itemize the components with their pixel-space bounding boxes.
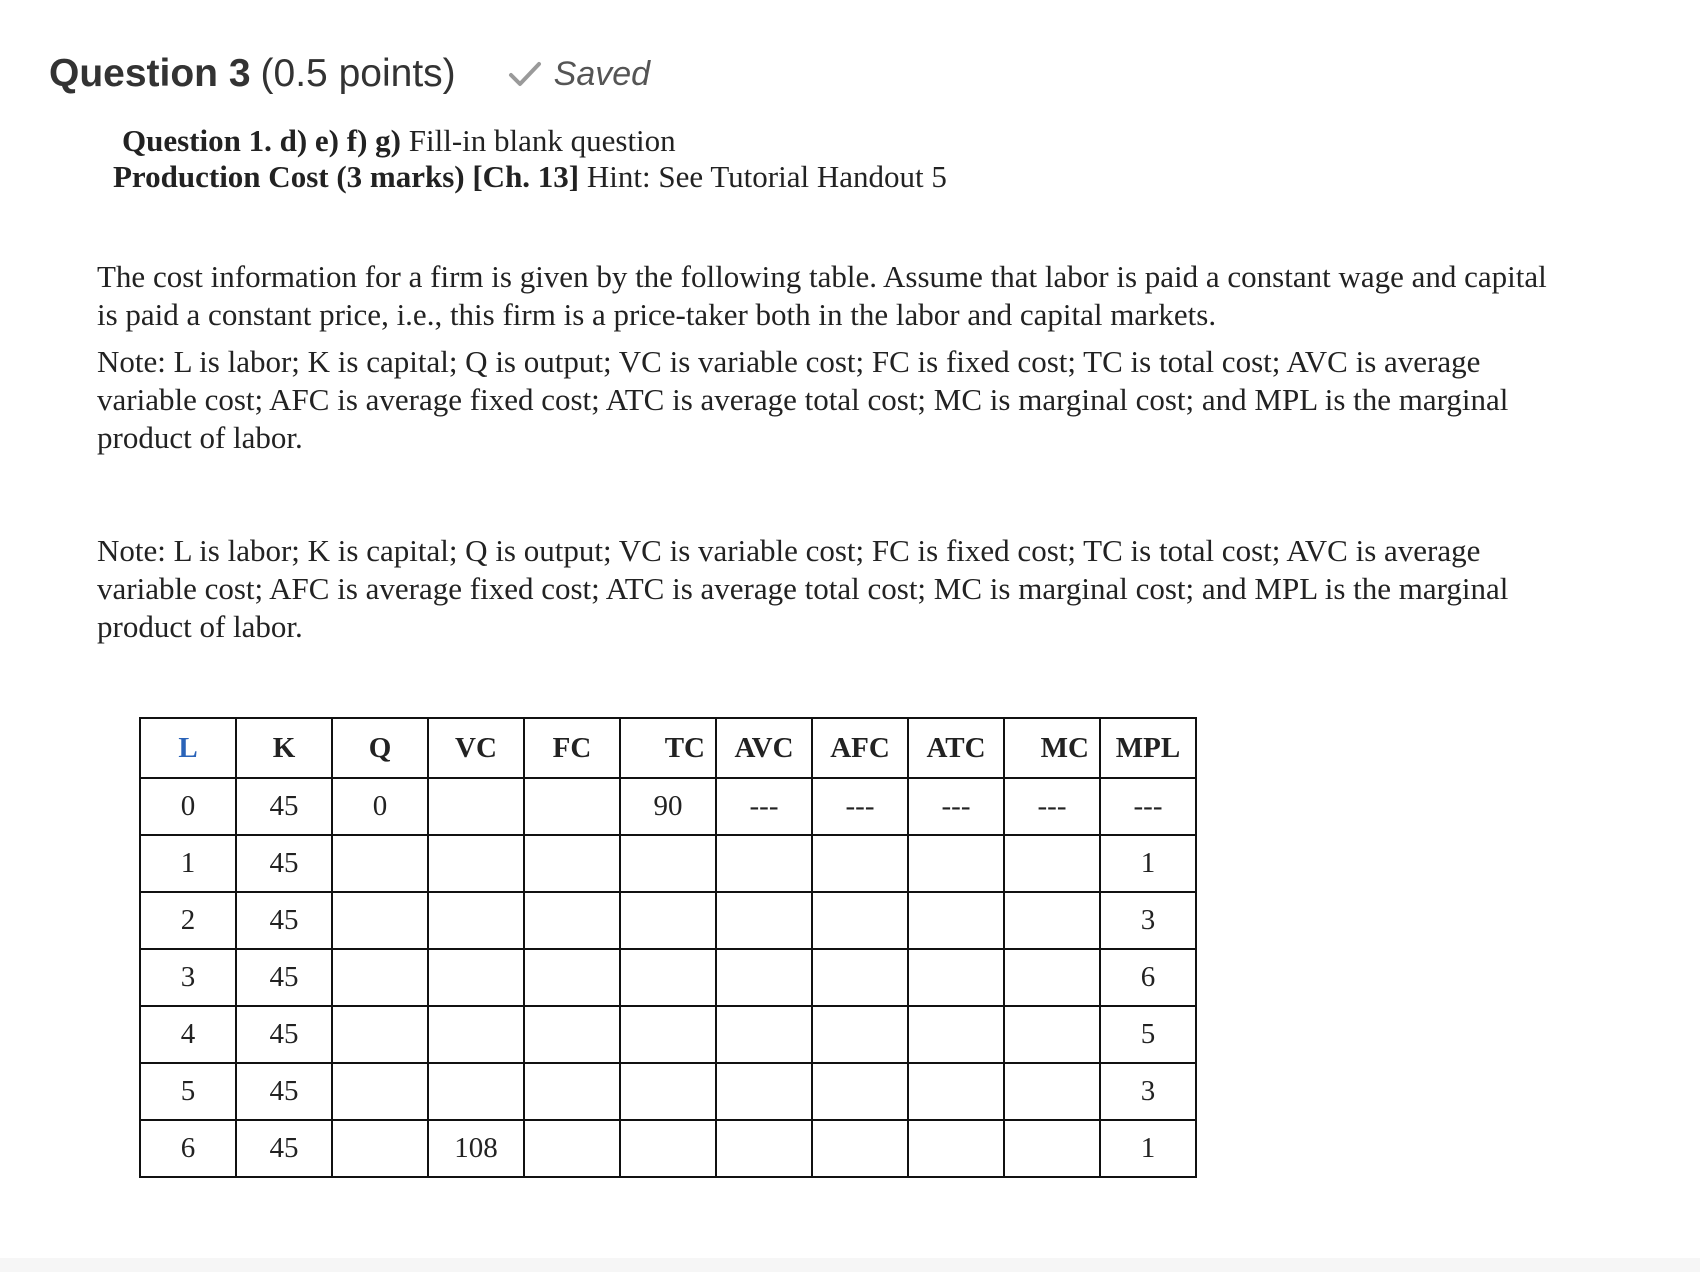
cell-mpl-row-6: 1	[1100, 1120, 1196, 1177]
cell-l-row-3: 3	[140, 949, 236, 1006]
cell-vc-row-0	[428, 778, 524, 835]
cell-afc-row-5	[812, 1063, 908, 1120]
cell-q-row-2	[332, 892, 428, 949]
cell-l-row-1: 1	[140, 835, 236, 892]
cell-mpl-row-2: 3	[1100, 892, 1196, 949]
cell-q-row-1	[332, 835, 428, 892]
cell-fc-row-4	[524, 1006, 620, 1063]
subtitle-line2-bold: Production Cost (3 marks) [Ch. 13]	[113, 159, 580, 194]
cell-mc-row-2	[1004, 892, 1100, 949]
cell-l-row-4: 4	[140, 1006, 236, 1063]
cell-q-row-3	[332, 949, 428, 1006]
cell-mc-row-5	[1004, 1063, 1100, 1120]
cell-mpl-row-1: 1	[1100, 835, 1196, 892]
cell-mc-row-3	[1004, 949, 1100, 1006]
checkmark-icon	[508, 59, 542, 89]
table-row	[140, 1063, 1196, 1120]
cell-avc-row-3	[716, 949, 812, 1006]
table-row	[140, 1120, 1196, 1177]
cell-afc-row-3	[812, 949, 908, 1006]
cell-fc-row-5	[524, 1063, 620, 1120]
cell-atc-row-4	[908, 1006, 1004, 1063]
cell-mc-row-0: ---	[1004, 778, 1100, 835]
cell-k-row-0: 45	[236, 778, 332, 835]
cell-k-row-3: 45	[236, 949, 332, 1006]
cell-fc-row-2	[524, 892, 620, 949]
header-MC: MC	[1004, 718, 1100, 778]
header-MPL: MPL	[1100, 718, 1196, 778]
cell-mc-row-6	[1004, 1120, 1100, 1177]
cell-tc-row-3	[620, 949, 716, 1006]
cell-vc-row-1	[428, 835, 524, 892]
question-title: Question 3	[49, 52, 251, 95]
cell-l-row-2: 2	[140, 892, 236, 949]
intro-paragraph: The cost information for a firm is given by the following table. Assume that labor is paid a constant wage and capital is paid a constant price, i.e., this firm is a price-taker both in the labor and capital markets.	[97, 259, 1547, 332]
cell-q-row-4	[332, 1006, 428, 1063]
subtitle-line2-rest: Hint: See Tutorial Handout 5	[586, 159, 947, 194]
cell-tc-row-6	[620, 1120, 716, 1177]
note-paragraph-2: Note: L is labor; K is capital; Q is output; VC is variable cost; FC is fixed cost; TC is total cost; AVC is average variable cost; AFC is average fixed cost; ATC is average total cost; MC is marginal cost; and MPL is the marginal product of labor.	[97, 533, 1509, 644]
header-FC: FC	[524, 718, 620, 778]
cell-tc-row-1	[620, 835, 716, 892]
cell-fc-row-1	[524, 835, 620, 892]
table-row	[140, 892, 1196, 949]
cell-atc-row-6	[908, 1120, 1004, 1177]
cell-q-row-0: 0	[332, 778, 428, 835]
cell-k-row-6: 45	[236, 1120, 332, 1177]
cell-fc-row-3	[524, 949, 620, 1006]
table-header-row	[140, 718, 1196, 778]
cell-avc-row-6	[716, 1120, 812, 1177]
cell-mpl-row-0: ---	[1100, 778, 1196, 835]
page-bottom-band	[0, 1258, 1700, 1272]
header-VC: VC	[428, 718, 524, 778]
cell-l-row-5: 5	[140, 1063, 236, 1120]
cell-k-row-4: 45	[236, 1006, 332, 1063]
cell-mc-row-4	[1004, 1006, 1100, 1063]
cell-k-row-2: 45	[236, 892, 332, 949]
cell-afc-row-6	[812, 1120, 908, 1177]
cell-avc-row-4	[716, 1006, 812, 1063]
question-header	[49, 46, 650, 102]
cell-avc-row-0: ---	[716, 778, 812, 835]
cell-vc-row-2	[428, 892, 524, 949]
cell-tc-row-2	[620, 892, 716, 949]
cell-mpl-row-3: 6	[1100, 949, 1196, 1006]
cell-vc-row-3	[428, 949, 524, 1006]
saved-label: Saved	[553, 54, 651, 93]
cell-fc-row-6	[524, 1120, 620, 1177]
cell-afc-row-1	[812, 835, 908, 892]
cell-avc-row-5	[716, 1063, 812, 1120]
cell-tc-row-0: 90	[620, 778, 716, 835]
cost-table	[139, 717, 1197, 1178]
cell-vc-row-4	[428, 1006, 524, 1063]
subtitle-line1-rest: Fill-in blank question	[408, 123, 676, 158]
cell-afc-row-2	[812, 892, 908, 949]
cell-atc-row-5	[908, 1063, 1004, 1120]
header-K: K	[236, 718, 332, 778]
cell-k-row-5: 45	[236, 1063, 332, 1120]
cell-avc-row-1	[716, 835, 812, 892]
cell-atc-row-2	[908, 892, 1004, 949]
cell-afc-row-4	[812, 1006, 908, 1063]
cell-tc-row-5	[620, 1063, 716, 1120]
table-row	[140, 949, 1196, 1006]
cell-k-row-1: 45	[236, 835, 332, 892]
cell-atc-row-3	[908, 949, 1004, 1006]
cell-vc-row-6: 108	[428, 1120, 524, 1177]
cell-l-row-0: 0	[140, 778, 236, 835]
header-AVC: AVC	[716, 718, 812, 778]
cell-mc-row-1	[1004, 835, 1100, 892]
cell-afc-row-0: ---	[812, 778, 908, 835]
cell-q-row-5	[332, 1063, 428, 1120]
header-L: L	[140, 718, 236, 778]
cell-fc-row-0	[524, 778, 620, 835]
subtitle-line1-bold: Question 1. d) e) f) g)	[122, 123, 401, 158]
question-subtitle-line1	[122, 123, 676, 159]
cell-l-row-6: 6	[140, 1120, 236, 1177]
question-points: (0.5 points)	[260, 52, 456, 95]
cell-tc-row-4	[620, 1006, 716, 1063]
table-row	[140, 1006, 1196, 1063]
cell-mpl-row-5: 3	[1100, 1063, 1196, 1120]
cell-atc-row-0: ---	[908, 778, 1004, 835]
header-AFC: AFC	[812, 718, 908, 778]
saved-status	[508, 55, 650, 94]
cell-atc-row-1	[908, 835, 1004, 892]
cell-vc-row-5	[428, 1063, 524, 1120]
table-row	[140, 778, 1196, 835]
question-subtitle-line2	[113, 159, 947, 195]
cell-mpl-row-4: 5	[1100, 1006, 1196, 1063]
table-row	[140, 835, 1196, 892]
header-Q: Q	[332, 718, 428, 778]
cell-avc-row-2	[716, 892, 812, 949]
header-ATC: ATC	[908, 718, 1004, 778]
header-TC: TC	[620, 718, 716, 778]
cell-q-row-6	[332, 1120, 428, 1177]
note-paragraph-1: Note: L is labor; K is capital; Q is output; VC is variable cost; FC is fixed cost; TC is total cost; AVC is average variable cost; AFC is average fixed cost; ATC is average total cost; MC is marginal cost; and MPL is the marginal product of labor.	[97, 344, 1509, 455]
